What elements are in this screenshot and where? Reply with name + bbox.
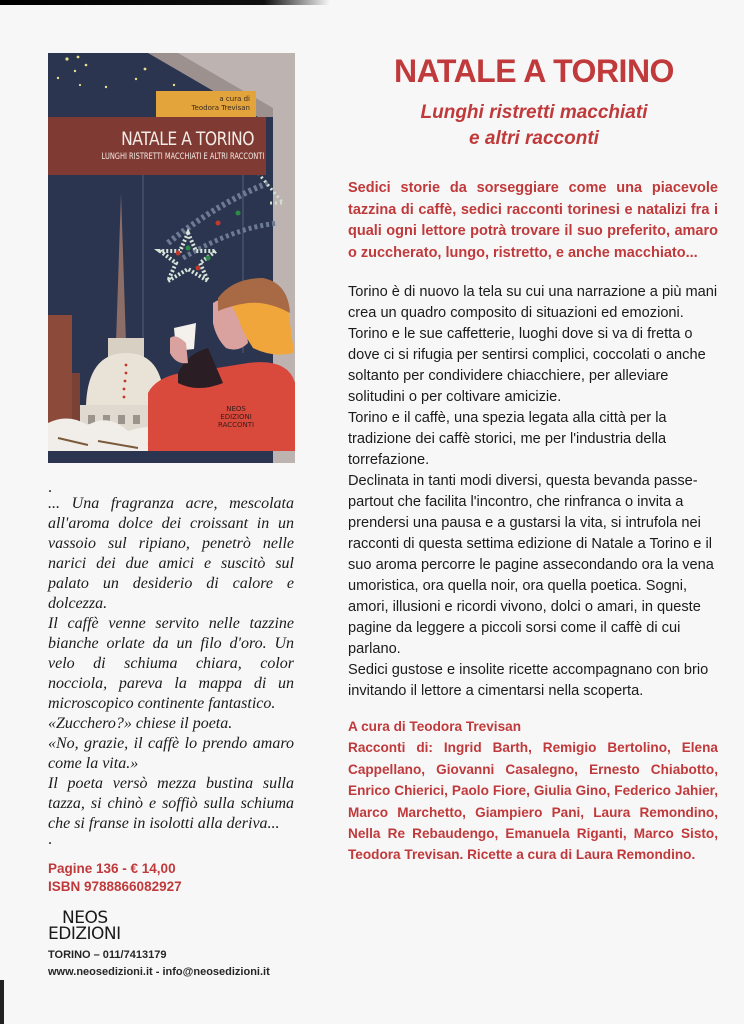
cover-editor-name: Teodora Trevisan [191, 104, 250, 112]
description [348, 282, 720, 702]
excerpt-paragraph: Il poeta versò mezza bustina sulla tazza, si chinò e soffiò sulla schiuma che si franse in isolotti alla deriva... [48, 775, 294, 832]
comet-star [160, 173, 283, 281]
publisher-contact [48, 947, 294, 981]
cover-stars [57, 56, 175, 89]
description-paragraph: Declinata in tanti modi diversi, questa bevanda passe-partout che facilita l'incontro, che rinfranca o invita a prendersi una pausa e a gustarsi la vita, si intrufola nei racconti di questa settima edizione di Natale a Torino e il suo aroma percorre le pagine assecondando ora la vena umoristica, ora quella noir, ora quella poetica. Sogni, amori, illusioni e ricordi vivono, dolci o amari, in queste pagine da leggere a piccoli sorsi come il caffè di cui parlano. [348, 473, 714, 657]
book-cover [48, 53, 295, 463]
lead-paragraph: Sedici storie da sorseggiare come una piacevole tazzina di caffè, sedici racconti torinesi e natalizi fra i quali ogni lettore potrà trovare il suo preferito, amaro o zuccherato, lungo, ristretto, e anche macchiato... [348, 180, 718, 261]
page-subtitle [364, 100, 704, 152]
subtitle-line: e altri racconti [469, 128, 599, 149]
description-paragraph: Sedici gustose e insolite ricette accompagnano con brio invitando il lettore a cimentarsi nella scoperta. [348, 662, 709, 699]
isbn: ISBN 9788866082927 [48, 879, 182, 894]
excerpt-mark: . [48, 482, 52, 494]
publisher-logo-line: NEOS [62, 908, 108, 928]
publisher-logo [48, 910, 294, 943]
cover-title: NATALE A TORINO [121, 128, 254, 150]
publisher-web-email[interactable]: www.neosedizioni.it - info@neosedizioni.it [48, 966, 270, 978]
publisher-logo-line: EDIZIONI [48, 924, 121, 944]
pages-price: Pagine 136 - € 14,00 [48, 861, 176, 876]
cover-logo-line: RACCONTI [218, 421, 255, 429]
cover-title-band [48, 117, 266, 175]
subtitle-line: Lunghi ristretti macchiati [420, 102, 648, 123]
scan-border-top [0, 0, 330, 5]
credits-authors: Racconti di: Ingrid Barth, Remigio Bertolino, Elena Cappellano, Giovanni Casalegno, Ernesto Chiabotto, Enrico Chierici, Paolo Fiore, Giulia Gino, Federico Jahier, Marco Marchetto, Giampiero Pani, Laura Remondino, Nella Re Rebaudengo, Emanuela Riganti, Marco Sisto, Teodora Trevisan. Ricette a cura di Laura Remondino. [348, 740, 718, 863]
cover-logo-line: EDIZIONI [220, 413, 252, 421]
right-column [348, 52, 720, 866]
excerpt-paragraph: ... Una fragranza acre, mescolata all'aroma dolce dei croissant in un vassoio sul ripiano, penetrò nelle narici dei due amici e suscitò sul palato un desiderio di calore e dolcezza. [48, 495, 294, 612]
description-paragraph: Torino e le sue caffetterie, luoghi dove si va di fretta o dove ci si rifugia per sentirsi complici, coccolati o anche soltanto per condividere chiacchiere, per alleviare solitudini o per coltivare amicizie. [348, 326, 706, 405]
scan-border-left [0, 980, 4, 1024]
cover-publisher-logo [218, 405, 254, 429]
credits [348, 716, 718, 866]
description-paragraph: Torino e il caffè, una spezia legata alla città per la tradizione dei caffè storici, me per l'industria della torrefazione. [348, 410, 667, 468]
excerpt-paragraph: «Zucchero?» chiese il poeta. [48, 715, 233, 732]
excerpt-mark: . [48, 834, 52, 846]
cover-editor-prefix: a cura di [219, 95, 250, 103]
cover-subtitle: LUNGHI RISTRETTI MACCHIATI E ALTRI RACCONTI [101, 152, 265, 162]
excerpt-paragraph: «No, grazie, il caffè lo prendo amaro come la vita.» [48, 735, 294, 772]
left-column [48, 482, 294, 981]
book-excerpt [48, 482, 294, 846]
excerpt-paragraph: Il caffè venne servito nelle tazzine bianche orlate da un filo d'oro. Un velo di schiuma chiara, color nocciola, pareva la mappa di un microscopico continente fantastico. [48, 615, 294, 712]
cover-building [48, 315, 72, 435]
cover-logo-line: NEOS [226, 405, 246, 413]
publisher-city-phone: TORINO – 011/7413179 [48, 949, 167, 961]
description-paragraph: Torino è di nuovo la tela su cui una narrazione a più mani crea un quadro composito di situazioni ed emozioni. [348, 284, 718, 321]
page-title: NATALE A TORINO [394, 53, 674, 89]
credits-editor: A cura di Teodora Trevisan [348, 719, 521, 734]
book-info [48, 860, 294, 896]
cover-editor-label [156, 91, 256, 117]
